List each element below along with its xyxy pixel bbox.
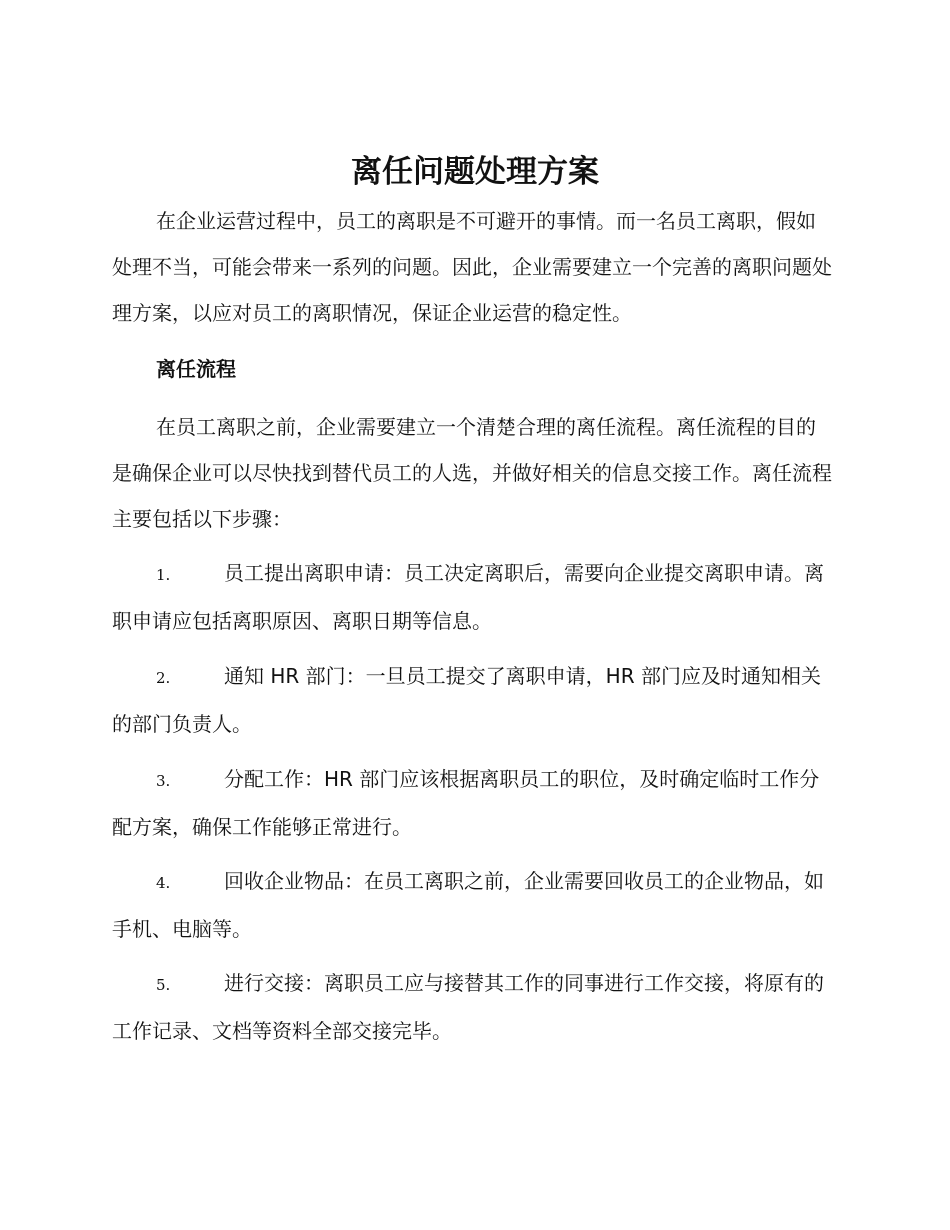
- list-item: [112, 756, 834, 850]
- list-item-number: 5.: [156, 976, 171, 994]
- list-item: [112, 858, 834, 952]
- list-item-text: 员工提出离职申请：员工决定离职后，需要向企业提交离职申请。离职申请应包括离职原因、离职日期等信息。: [112, 561, 824, 633]
- list-item-number: 2.: [156, 669, 171, 687]
- list-item-text: 进行交接：离职员工应与接替其工作的同事进行工作交接，将原有的工作记录、文档等资料全部交接完毕。: [112, 971, 824, 1043]
- list-item-number: 4.: [156, 874, 171, 892]
- list-item: [112, 550, 834, 644]
- list-item-text: 回收企业物品：在员工离职之前，企业需要回收员工的企业物品，如手机、电脑等。: [112, 869, 824, 941]
- list-item-text: 分配工作：HR 部门应该根据离职员工的职位，及时确定临时工作分配方案，确保工作能够正常进行。: [112, 767, 820, 839]
- list-item: [112, 653, 834, 747]
- list-item-number: 3.: [156, 772, 171, 790]
- process-paragraph: 在员工离职之前，企业需要建立一个清楚合理的离任流程。离任流程的目的是确保企业可以尽快找到替代员工的人选，并做好相关的信息交接工作。离任流程主要包括以下步骤：: [112, 415, 832, 531]
- list-item: [112, 960, 834, 1054]
- section-heading: 离任流程: [156, 357, 236, 381]
- list-item-number: 1.: [156, 566, 171, 584]
- list-item-text: 通知 HR 部门：一旦员工提交了离职申请，HR 部门应及时通知相关的部门负责人。: [112, 664, 821, 736]
- intro-paragraph: 在企业运营过程中，员工的离职是不可避开的事情。而一名员工离职，假如处理不当，可能会带来一系列的问题。因此，企业需要建立一个完善的离职问题处理方案，以应对员工的离职情况，保证企业运营的稳定性。: [112, 209, 832, 325]
- document-title: 离任问题处理方案: [351, 154, 599, 190]
